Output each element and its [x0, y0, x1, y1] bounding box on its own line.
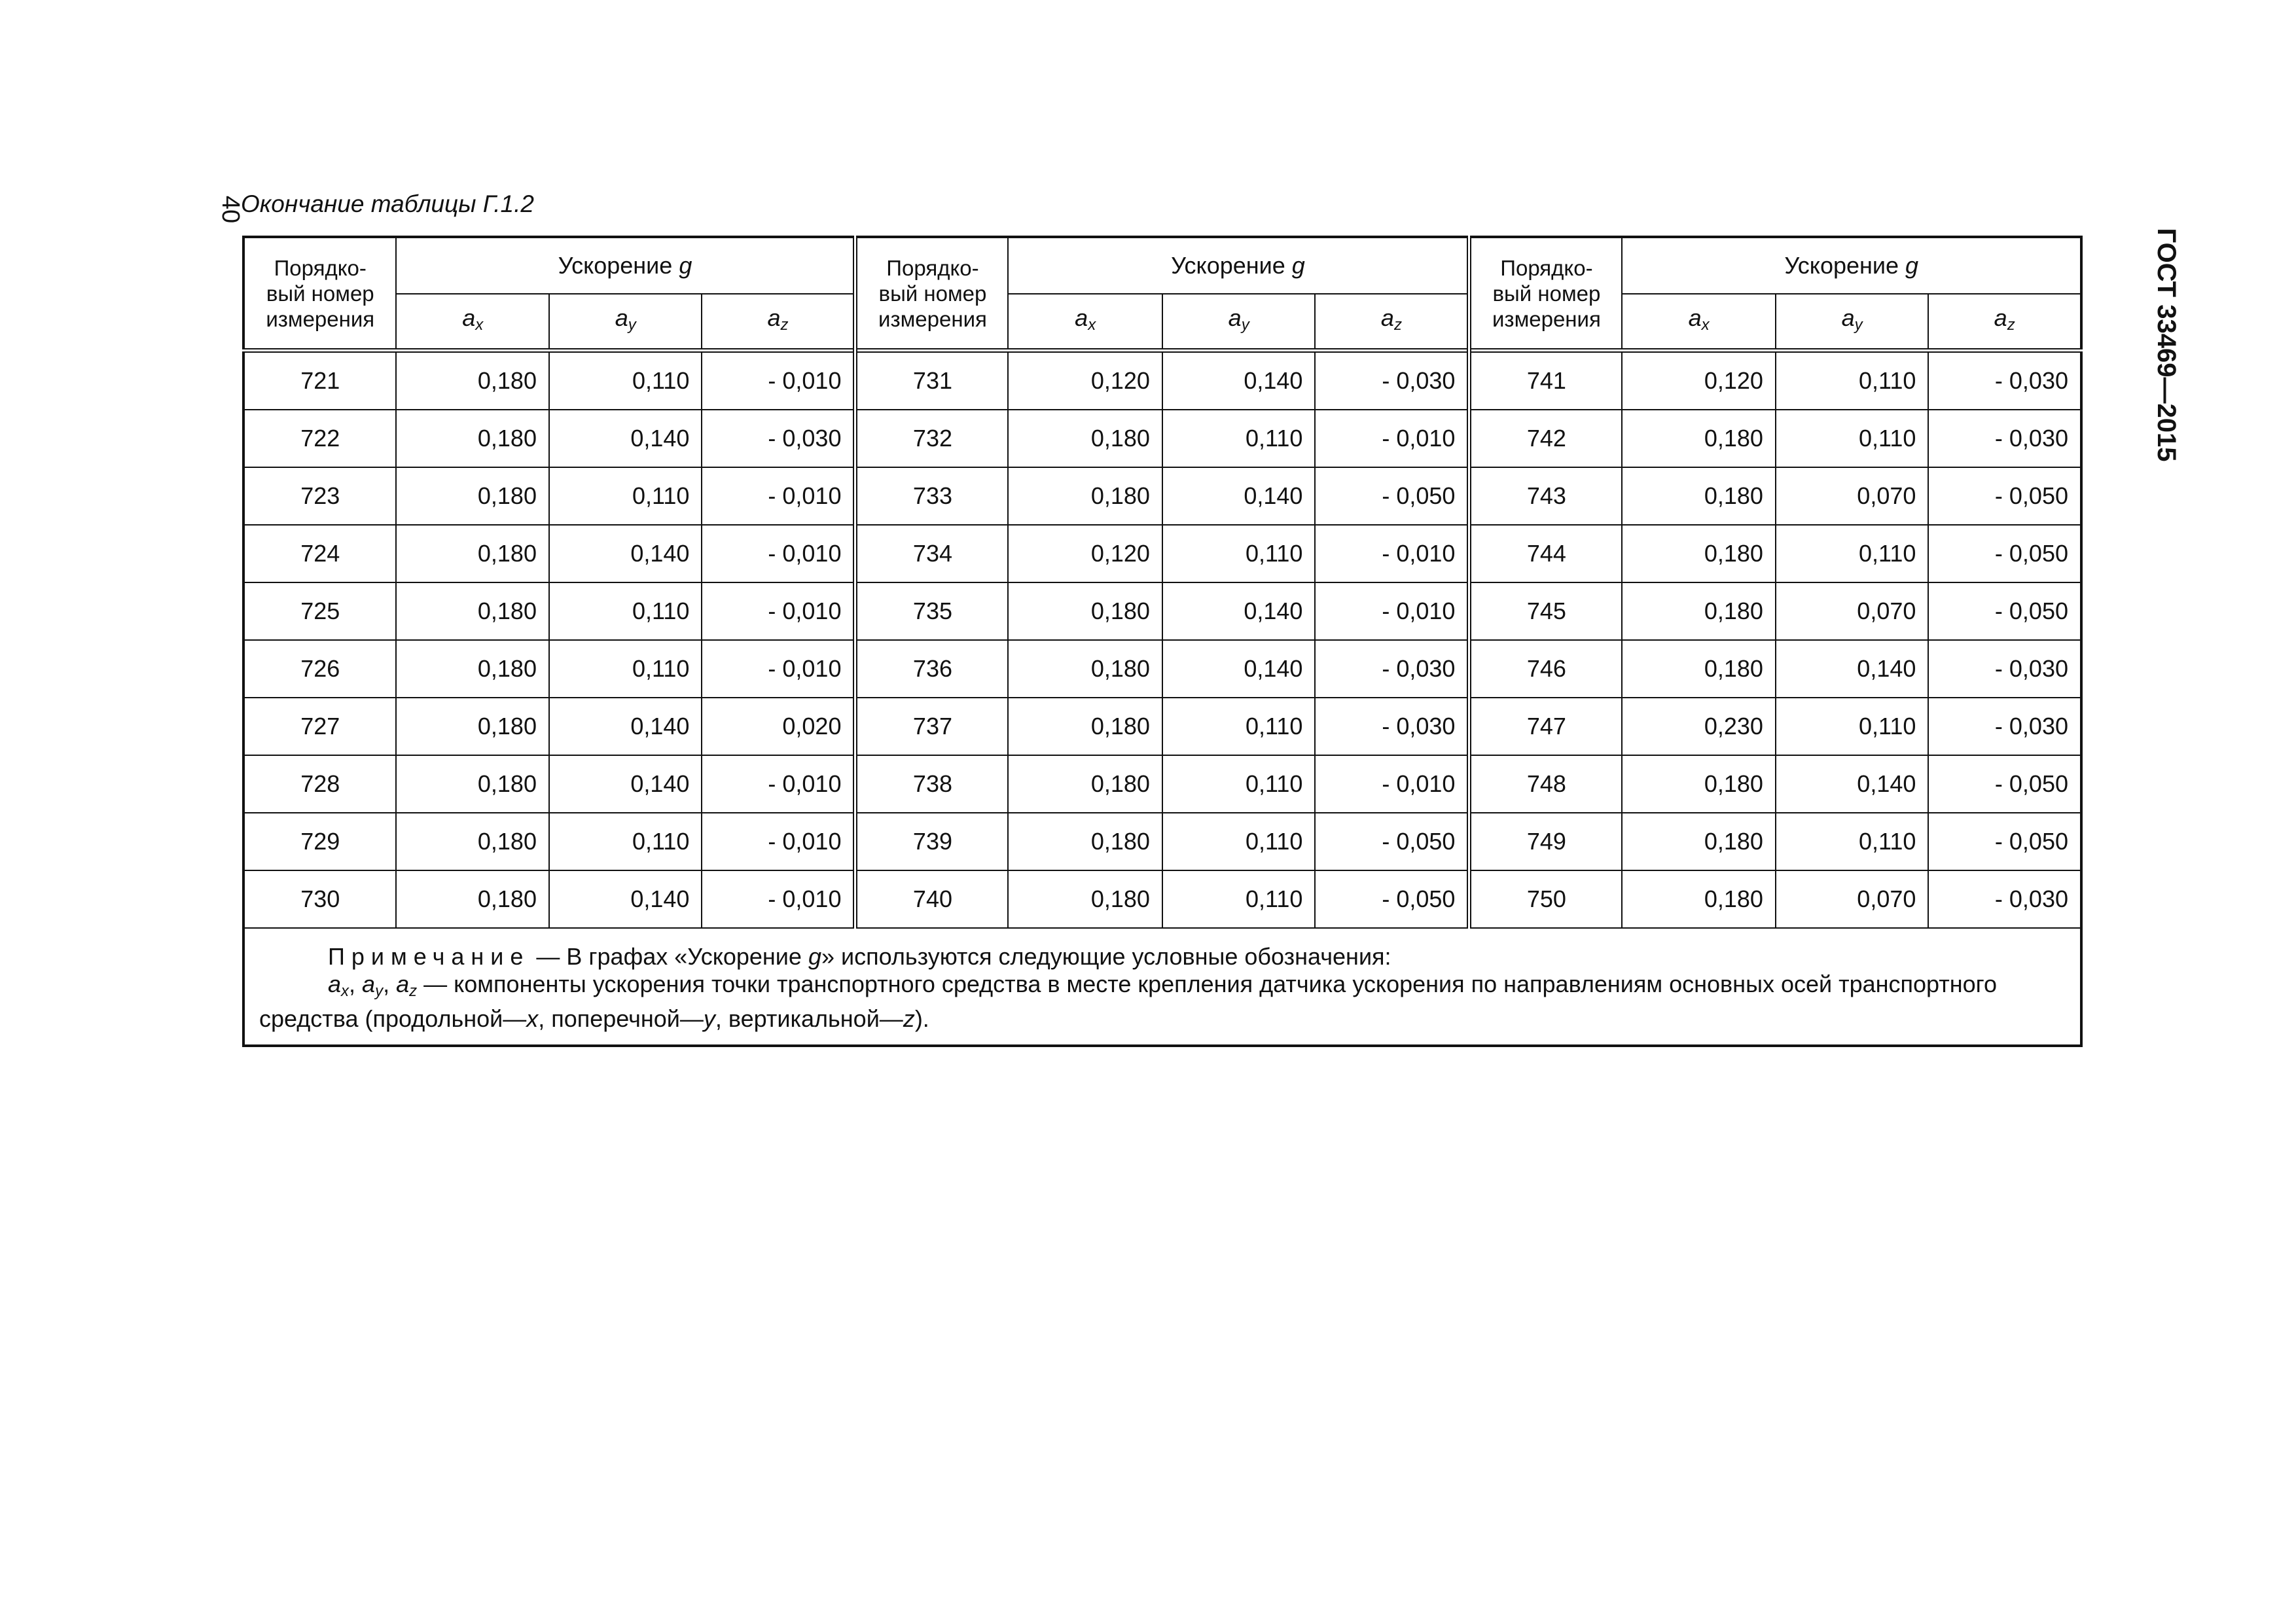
ay-value-cell: 0,140 [549, 870, 702, 928]
table-row [243, 698, 2081, 755]
row-number-cell: 736 [855, 640, 1008, 698]
row-number-header [243, 237, 396, 351]
acceleration-group-label: Ускорение [558, 252, 679, 279]
ax-value-cell: 0,180 [1622, 813, 1775, 870]
row-number-cell: 730 [243, 870, 396, 928]
ax-value-cell: 0,180 [1008, 813, 1162, 870]
axis-base: a [1688, 304, 1702, 331]
ay-value-cell: 0,110 [1162, 698, 1315, 755]
ay-value-cell: 0,110 [1162, 870, 1315, 928]
row-number-cell: 746 [1469, 640, 1622, 698]
axis-base: a [767, 304, 781, 331]
axis-header-z [702, 294, 855, 351]
ay-value-cell: 0,110 [1162, 755, 1315, 813]
note-sep: , [383, 971, 397, 997]
ay-value-cell: 0,110 [549, 467, 702, 525]
az-value-cell: - 0,030 [702, 410, 855, 467]
axis-base: a [1841, 304, 1855, 331]
axis-base: a [462, 304, 476, 331]
row-number-cell: 725 [243, 582, 396, 640]
ay-value-cell: 0,140 [549, 698, 702, 755]
row-number-cell: 743 [1469, 467, 1622, 525]
table-row [243, 755, 2081, 813]
acceleration-group-label: Ускорение [1171, 252, 1292, 279]
row-number-cell: 749 [1469, 813, 1622, 870]
ax-value-cell: 0,180 [1622, 870, 1775, 928]
axis-sub: x [1088, 315, 1096, 334]
acceleration-group-header [1008, 237, 1469, 294]
row-number-cell: 740 [855, 870, 1008, 928]
note-sym-base: a [396, 971, 410, 997]
row-number-cell: 732 [855, 410, 1008, 467]
row-number-cell: 733 [855, 467, 1008, 525]
note-sym-sub: y [375, 982, 384, 1000]
row-number-cell: 745 [1469, 582, 1622, 640]
ay-value-cell: 0,070 [1776, 870, 1928, 928]
axis-sub: y [1854, 315, 1863, 334]
table-note [243, 928, 2081, 1046]
axis-base: a [1380, 304, 1394, 331]
row-number-cell: 748 [1469, 755, 1622, 813]
ax-value-cell: 0,180 [396, 467, 548, 525]
page-number: 40 [217, 195, 244, 224]
note-line-1 [259, 943, 2066, 971]
axis-header-x [1622, 294, 1775, 351]
az-value-cell: - 0,010 [702, 467, 855, 525]
ax-value-cell: 0,180 [1008, 698, 1162, 755]
table-row [243, 467, 2081, 525]
az-value-cell: - 0,030 [1928, 870, 2081, 928]
az-value-cell: - 0,050 [1928, 813, 2081, 870]
row-number-header-line2: вый номер [266, 281, 374, 306]
note-axis-y: y [703, 1005, 715, 1032]
ax-value-cell: 0,230 [1622, 698, 1775, 755]
row-number-cell: 750 [1469, 870, 1622, 928]
row-number-header-line3: измерения [266, 306, 375, 331]
ay-value-cell: 0,140 [1162, 351, 1315, 410]
note-label: Примечание [328, 943, 530, 970]
ax-value-cell: 0,180 [1622, 525, 1775, 582]
acceleration-table [242, 236, 2083, 1047]
row-number-cell: 723 [243, 467, 396, 525]
axis-sub: z [780, 315, 789, 334]
ax-value-cell: 0,180 [396, 870, 548, 928]
az-value-cell: - 0,010 [1315, 410, 1469, 467]
az-value-cell: - 0,030 [1315, 698, 1469, 755]
row-number-cell: 726 [243, 640, 396, 698]
ax-value-cell: 0,180 [1008, 410, 1162, 467]
az-value-cell: - 0,010 [1315, 755, 1469, 813]
az-value-cell: - 0,010 [702, 640, 855, 698]
az-value-cell: - 0,030 [1928, 351, 2081, 410]
ay-value-cell: 0,110 [1776, 410, 1928, 467]
table-row [243, 525, 2081, 582]
axis-sub: z [2007, 315, 2015, 334]
axis-sub: y [628, 315, 636, 334]
note-sym-sub: x [341, 982, 350, 1000]
ax-value-cell: 0,120 [1008, 525, 1162, 582]
axis-header-z [1928, 294, 2081, 351]
table-row [243, 870, 2081, 928]
standard-code: ГОСТ 33469—2015 [2152, 228, 2181, 462]
ax-value-cell: 0,180 [396, 582, 548, 640]
az-value-cell: - 0,030 [1928, 410, 2081, 467]
acceleration-group-header [1622, 237, 2081, 294]
row-number-header-line1: Порядко- [1500, 255, 1593, 280]
ax-value-cell: 0,120 [1622, 351, 1775, 410]
row-number-header-line3: измерения [878, 306, 987, 331]
note-sym-ay [362, 971, 384, 1000]
acceleration-group-header [396, 237, 855, 294]
table-row [243, 410, 2081, 467]
axis-header-y [549, 294, 702, 351]
ay-value-cell: 0,140 [549, 525, 702, 582]
az-value-cell: - 0,050 [1928, 467, 2081, 525]
table-row [243, 813, 2081, 870]
row-number-header-line2: вый номер [1492, 281, 1601, 306]
az-value-cell: - 0,030 [1928, 640, 2081, 698]
note-sym-base: a [328, 971, 342, 997]
note-sym-base: a [362, 971, 376, 997]
ay-value-cell: 0,140 [1162, 640, 1315, 698]
ay-value-cell: 0,140 [549, 755, 702, 813]
ax-value-cell: 0,180 [396, 640, 548, 698]
row-number-cell: 727 [243, 698, 396, 755]
row-number-cell: 729 [243, 813, 396, 870]
table-body [243, 351, 2081, 929]
axis-base: a [615, 304, 628, 331]
axis-base: a [1228, 304, 1242, 331]
axis-header-z [1315, 294, 1469, 351]
axis-header-x [396, 294, 548, 351]
ay-value-cell: 0,140 [549, 410, 702, 467]
table-caption: Окончание таблицы Г.1.2 [241, 190, 534, 217]
ay-value-cell: 0,140 [1162, 467, 1315, 525]
az-value-cell: 0,020 [702, 698, 855, 755]
row-number-cell: 731 [855, 351, 1008, 410]
axis-base: a [1075, 304, 1088, 331]
note-dash: — [529, 943, 567, 970]
note-text-before: В графах «Ускорение [566, 943, 808, 970]
ax-value-cell: 0,180 [396, 410, 548, 467]
axis-header-x [1008, 294, 1162, 351]
row-number-header-line3: измерения [1492, 306, 1601, 331]
ax-value-cell: 0,180 [396, 351, 548, 410]
row-number-header-line1: Порядко- [886, 255, 979, 280]
ay-value-cell: 0,110 [549, 351, 702, 410]
az-value-cell: - 0,010 [1315, 525, 1469, 582]
az-value-cell: - 0,030 [1315, 640, 1469, 698]
ay-value-cell: 0,110 [1776, 351, 1928, 410]
az-value-cell: - 0,010 [702, 582, 855, 640]
axis-sub: z [1393, 315, 1402, 334]
ay-value-cell: 0,110 [1776, 525, 1928, 582]
ax-value-cell: 0,120 [1008, 351, 1162, 410]
az-value-cell: - 0,050 [1315, 813, 1469, 870]
row-number-cell: 738 [855, 755, 1008, 813]
axis-base: a [1994, 304, 2007, 331]
az-value-cell: - 0,010 [702, 755, 855, 813]
ax-value-cell: 0,180 [396, 755, 548, 813]
ay-value-cell: 0,110 [1776, 813, 1928, 870]
az-value-cell: - 0,010 [1315, 582, 1469, 640]
note-sym-sub: z [409, 982, 418, 1000]
az-value-cell: - 0,050 [1928, 525, 2081, 582]
ax-value-cell: 0,180 [1008, 755, 1162, 813]
note-sym-ax [328, 971, 350, 1000]
ay-value-cell: 0,140 [1776, 755, 1928, 813]
row-number-cell: 724 [243, 525, 396, 582]
ax-value-cell: 0,180 [1008, 640, 1162, 698]
row-number-cell: 744 [1469, 525, 1622, 582]
row-number-cell: 739 [855, 813, 1008, 870]
note-row [243, 928, 2081, 1046]
ax-value-cell: 0,180 [1008, 870, 1162, 928]
ay-value-cell: 0,110 [549, 640, 702, 698]
note-end: ). [914, 1005, 929, 1032]
row-number-cell: 722 [243, 410, 396, 467]
row-number-cell: 747 [1469, 698, 1622, 755]
header-row-axes [243, 294, 2081, 351]
ay-value-cell: 0,110 [1162, 813, 1315, 870]
axis-sub: x [1701, 315, 1710, 334]
az-value-cell: - 0,050 [1928, 582, 2081, 640]
row-number-cell: 742 [1469, 410, 1622, 467]
row-number-cell: 741 [1469, 351, 1622, 410]
note-axis-z: z [903, 1005, 915, 1032]
note-sep: , [349, 971, 363, 997]
ax-value-cell: 0,180 [1622, 640, 1775, 698]
row-number-cell: 734 [855, 525, 1008, 582]
ax-value-cell: 0,180 [1622, 755, 1775, 813]
row-number-header-line1: Порядко- [274, 255, 367, 280]
row-number-header-line2: вый номер [878, 281, 987, 306]
note-var-g: g [808, 943, 821, 970]
ax-value-cell: 0,180 [1008, 582, 1162, 640]
ay-value-cell: 0,070 [1776, 467, 1928, 525]
header-row-top [243, 237, 2081, 294]
ax-value-cell: 0,180 [1622, 582, 1775, 640]
ay-value-cell: 0,070 [1776, 582, 1928, 640]
az-value-cell: - 0,030 [1928, 698, 2081, 755]
row-number-cell: 735 [855, 582, 1008, 640]
note-description: — компоненты ускорения точки транспортного средства в месте крепления датчика ускорения по направлениям основных осей транспортного средства (продольной— [259, 971, 1998, 1032]
ax-value-cell: 0,180 [1622, 467, 1775, 525]
az-value-cell: - 0,030 [1315, 351, 1469, 410]
note-text-after: » используются следующие условные обозначения: [821, 943, 1391, 970]
row-number-cell: 737 [855, 698, 1008, 755]
row-number-header [1469, 237, 1622, 351]
ax-value-cell: 0,180 [1622, 410, 1775, 467]
ay-value-cell: 0,110 [549, 813, 702, 870]
axis-header-y [1776, 294, 1928, 351]
az-value-cell: - 0,050 [1315, 467, 1469, 525]
note-sym-az [396, 971, 418, 1000]
ay-value-cell: 0,110 [1162, 410, 1315, 467]
row-number-cell: 721 [243, 351, 396, 410]
note-mid-1: , поперечной— [538, 1005, 704, 1032]
table-row [243, 582, 2081, 640]
axis-sub: x [475, 315, 484, 334]
az-value-cell: - 0,010 [702, 351, 855, 410]
note-mid-2: , вертикальной— [715, 1005, 903, 1032]
axis-header-y [1162, 294, 1315, 351]
az-value-cell: - 0,050 [1928, 755, 2081, 813]
ay-value-cell: 0,140 [1162, 582, 1315, 640]
acceleration-group-var: g [679, 252, 692, 279]
az-value-cell: - 0,050 [1315, 870, 1469, 928]
ay-value-cell: 0,110 [1776, 698, 1928, 755]
note-axis-x: x [526, 1005, 539, 1032]
row-number-cell: 728 [243, 755, 396, 813]
az-value-cell: - 0,010 [702, 813, 855, 870]
ay-value-cell: 0,110 [1162, 525, 1315, 582]
table-row [243, 640, 2081, 698]
ax-value-cell: 0,180 [396, 698, 548, 755]
acceleration-group-var: g [1905, 252, 1919, 279]
table-row [243, 351, 2081, 410]
axis-sub: y [1241, 315, 1249, 334]
ay-value-cell: 0,110 [549, 582, 702, 640]
az-value-cell: - 0,010 [702, 870, 855, 928]
ay-value-cell: 0,140 [1776, 640, 1928, 698]
ax-value-cell: 0,180 [396, 525, 548, 582]
ax-value-cell: 0,180 [1008, 467, 1162, 525]
acceleration-group-label: Ускорение [1784, 252, 1906, 279]
ax-value-cell: 0,180 [396, 813, 548, 870]
az-value-cell: - 0,010 [702, 525, 855, 582]
row-number-header [855, 237, 1008, 351]
note-line-2 [259, 971, 2066, 1033]
acceleration-group-var: g [1291, 252, 1305, 279]
